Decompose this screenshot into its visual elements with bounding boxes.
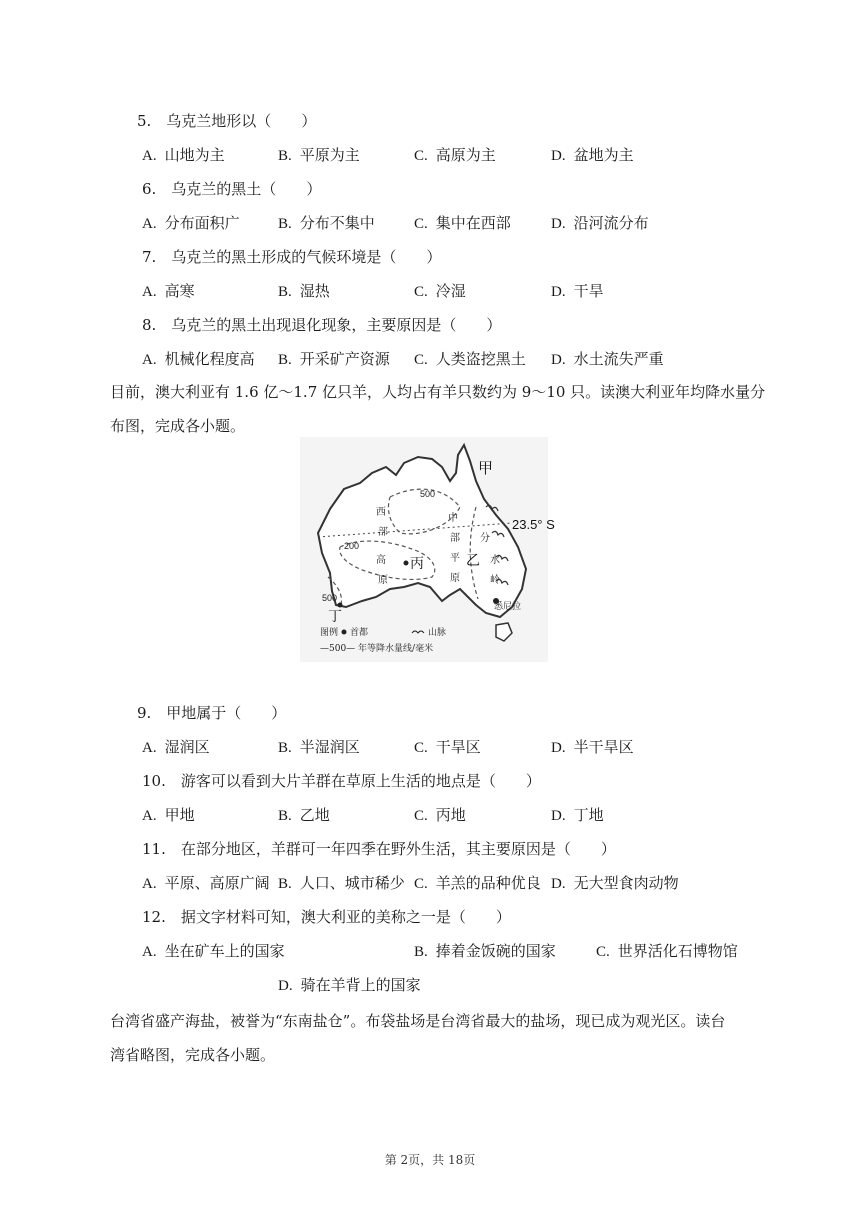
q7-option-a: A. 高寒 [142,282,195,300]
legend-isohyet: —500— 年等降水量线/毫米 [320,644,434,654]
question-8-stem: 8. 乌克兰的黑土出现退化现象，主要原因是（ ） [142,316,502,334]
q10-option-a: A. 甲地 [142,806,195,824]
q10-option-d: D. 丁地 [551,806,604,824]
label-lat: 23.5° S [512,517,555,532]
label-mid4: 原 [450,573,460,584]
taiwan-intro-line-2: 湾省略图，完成各小题。 [110,1046,276,1064]
question-6-stem: 6. 乌克兰的黑土（ ） [142,180,322,198]
question-7-stem: 7. 乌克兰的黑土形成的气候环境是（ ） [142,248,442,266]
label-ding: 丁 [328,609,342,625]
q11-option-b: B. 人口、城市稀少 [278,874,405,892]
q8-option-a: A. 机械化程度高 [142,350,255,368]
legend-mountain: 山脉 [428,628,447,638]
label-west3: 高 [376,555,386,566]
label-mid2: 部 [450,533,460,544]
q6-option-d: D. 沿河流分布 [551,214,649,232]
q8-option-c: C. 人类盗挖黑土 [414,350,526,368]
q12-option-b: B. 捧着金饭碗的国家 [414,942,556,960]
q8-option-d: D. 水土流失严重 [551,350,664,368]
label-mid1: 中 [448,513,458,524]
q5-option-d: D. 盆地为主 [551,146,634,164]
q7-option-b: B. 湿热 [278,282,330,300]
australia-intro-line-1: 目前，澳大利亚有 1.6 亿～1.7 亿只羊，人均占有羊只数约为 9～10 只。读澳大利亚年均降水量分 [110,383,766,401]
q12-option-c: C. 世界活化石博物馆 [596,942,738,960]
q6-option-b: B. 分布不集中 [278,214,375,232]
q5-option-c: C. 高原为主 [414,146,496,164]
label-jia: 甲 [478,459,494,477]
ding-point [338,603,343,608]
legend-capital-icon [342,630,347,635]
question-5-stem: 5. 乌克兰地形以（ ） [137,112,317,130]
question-9-stem: 9. 甲地属于（ ） [137,704,287,722]
question-11-stem: 11. 在部分地区，羊群可一年四季在野外生活，其主要原因是（ ） [142,840,616,858]
question-10-stem: 10. 游客可以看到大片羊群在草原上生活的地点是（ ） [142,772,541,790]
q7-option-c: C. 冷湿 [414,282,466,300]
label-west2: 部 [378,527,388,538]
q11-option-a: A. 平原、高原广阔 [142,874,270,892]
q9-option-a: A. 湿润区 [142,738,210,756]
q12-option-d: D. 骑在羊背上的国家 [278,976,421,994]
label-iso500b: 500 [322,593,338,603]
taiwan-intro-line-1: 台湾省盛产海盐，被誉为“东南盐仓”。布袋盐场是台湾省最大的盐场，现已成为观光区。读台 [110,1012,726,1030]
q8-option-b: B. 开采矿产资源 [278,350,390,368]
q10-option-b: B. 乙地 [278,806,330,824]
legend-capital: 首都 [350,628,369,638]
label-yi: 乙 [466,553,480,569]
legend-title: 图例 [320,628,339,638]
q6-option-c: C. 集中在西部 [414,214,511,232]
label-west4: 原 [378,575,388,586]
label-sydney: 悉尼拉 [494,602,522,612]
q9-option-d: D. 半干旱区 [551,738,634,756]
q6-option-a: A. 分布面积广 [142,214,240,232]
bing-point [404,561,409,566]
q9-option-c: C. 干旱区 [414,738,481,756]
question-12-stem: 12. 据文字材料可知，澳大利亚的美称之一是（ ） [142,908,511,926]
q5-option-b: B. 平原为主 [278,146,360,164]
label-iso500a: 500 [420,489,436,499]
label-west1: 西 [376,507,386,518]
label-bing: 丙 [410,556,424,572]
australia-precipitation-map [300,437,555,662]
label-east2: 水 [490,555,500,566]
q9-option-b: B. 半湿润区 [278,738,360,756]
q10-option-c: C. 丙地 [414,806,466,824]
q11-option-d: D. 无大型食肉动物 [551,874,679,892]
q7-option-d: D. 干旱 [551,282,604,300]
label-east1: 分 [480,533,490,544]
q12-option-a: A. 坐在矿车上的国家 [142,942,285,960]
page-footer: 第 2页，共 18页 [384,1153,476,1167]
australia-intro-line-2: 布图，完成各小题。 [110,417,246,435]
label-east3: 岭 [490,575,500,586]
q11-option-c: C. 羊羔的品种优良 [414,874,541,892]
q5-option-a: A. 山地为主 [142,146,225,164]
label-iso200: 200 [344,541,360,551]
label-mid3: 平 [450,553,460,564]
